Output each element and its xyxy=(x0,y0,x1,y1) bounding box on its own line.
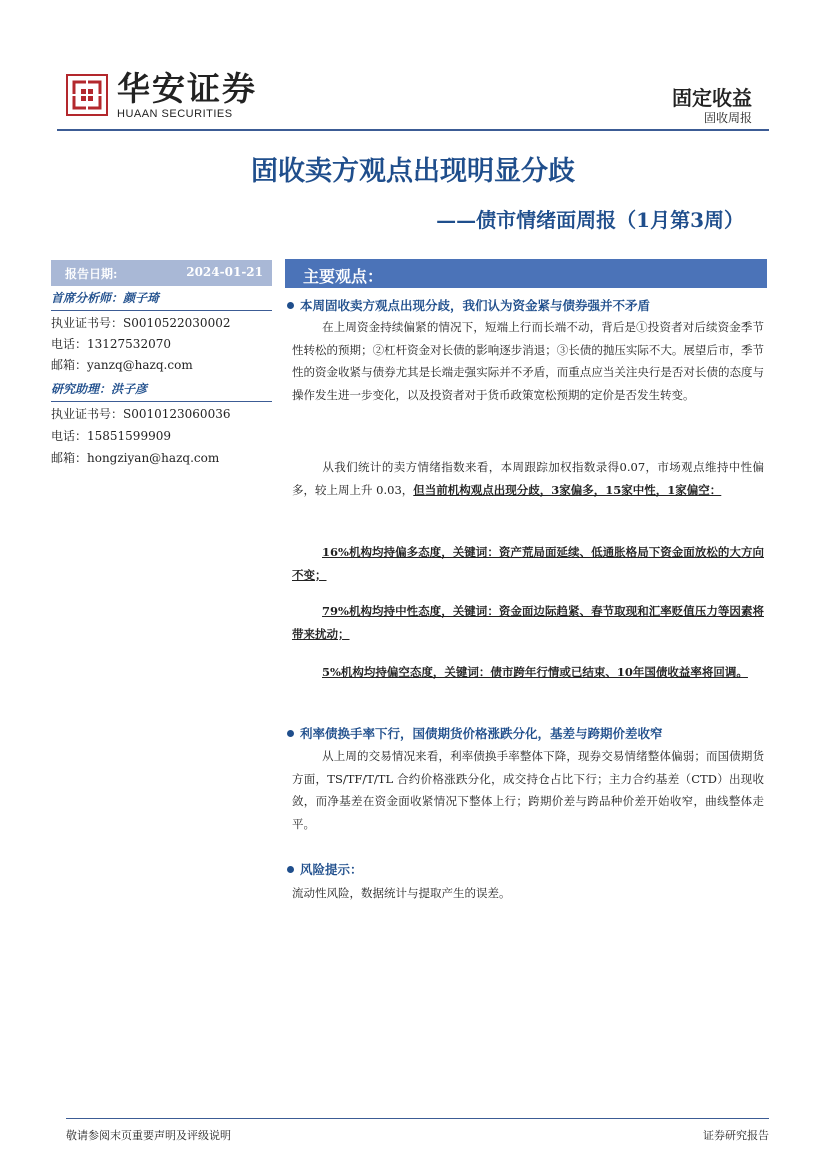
paragraph: 从上周的交易情况来看，利率债换手率整体下降，现券交易情绪整体偏弱；而国债期货方面，TS/TF/T/TL 合约价格涨跌分化，成交持仓占比下行；主力合约基差（CTD）出现收敛，而净基差在资金面收紧情况下整体上行；跨期价差与跨品种价差开始收窄，曲线整体走平。 xyxy=(292,749,764,831)
bullet-dot-icon xyxy=(287,730,294,737)
logo-mark xyxy=(66,74,108,116)
report-subcategory: 固收周报 xyxy=(703,111,752,125)
bullet-heading-3: 风险提示： xyxy=(287,860,363,878)
sidebar-divider xyxy=(51,310,272,311)
section-title: 主要观点： xyxy=(303,267,384,286)
paragraph: 从我们统计的卖方情绪指数来看，本周跟踪加权指数录得0.07，市场观点维持中性偏多，较上周上升 0.03，但当前机构观点出现分歧，3家偏多，15家中性，1家偏空： xyxy=(292,460,764,497)
key-finding: 但当前机构观点出现分歧，3家偏多，15家中性，1家偏空： xyxy=(413,482,722,497)
assistant-phone: 电话：15851599909 xyxy=(51,429,171,443)
paragraph: 5%机构均持偏空态度，关键词：债市跨年行情或已结束、10年国债收益率将回调。 xyxy=(322,665,748,679)
analyst-email[interactable]: 邮箱：yanzq@hazq.com xyxy=(51,358,193,372)
paragraph: 79%机构均持中性态度，关键词：资金面边际趋紧、春节取现和汇率贬值压力等因素将带来扰动； xyxy=(292,604,764,641)
assistant-email[interactable]: 邮箱：hongziyan@hazq.com xyxy=(51,451,220,465)
logo-text-cn: 华安证券 xyxy=(117,69,257,108)
footer-report-type: 证券研究报告 xyxy=(703,1129,769,1142)
section-header-bar xyxy=(285,259,767,288)
assistant-role: 研究助理：洪子彦 xyxy=(51,382,148,396)
report-date-bar xyxy=(51,260,272,286)
report-date-label: 报告日期: xyxy=(65,267,118,281)
header-divider xyxy=(57,129,769,131)
analyst-phone: 电话：13127532070 xyxy=(51,337,171,351)
logo-text-en: HUAAN SECURITIES xyxy=(117,108,233,120)
bullet-heading-1: 本周固收卖方观点出现分歧，我们认为资金紧与债券强并不矛盾 xyxy=(287,296,650,314)
report-category: 固定收益 xyxy=(672,86,752,110)
paragraph: 16%机构均持偏多态度，关键词：资产荒局面延续、低通胀格局下资金面放松的大方向不变； xyxy=(292,545,764,582)
page-title: 固收卖方观点出现明显分歧 xyxy=(251,156,575,187)
sidebar-divider xyxy=(51,401,272,402)
paragraph: 流动性风险，数据统计与提取产生的误差。 xyxy=(292,886,511,900)
paragraph: 在上周资金持续偏紧的情况下，短端上行而长端不动，背后是①投资者对后续资金季节性转松的预期；②杠杆资金对长债的影响逐步消退；③长债的抛压实际不大。展望后市，季节性的资金收紧与债券尤其是长端走强实际并不矛盾，而重点应当关注央行是否对长债的态度与操作发生进一步变化，以及投资者对于货币政策宽松预期的定价是否发生转变。 xyxy=(292,320,764,402)
bullet-dot-icon xyxy=(287,866,294,873)
assistant-cert: 执业证书号：S0010123060036 xyxy=(51,407,231,421)
page-subtitle: ——债市情绪面周报（1月第3周） xyxy=(436,208,744,232)
analyst-cert: 执业证书号：S0010522030002 xyxy=(51,316,231,330)
bullet-dot-icon xyxy=(287,302,294,309)
report-date-value: 2024-01-21 xyxy=(186,265,263,279)
footer-divider xyxy=(66,1118,769,1119)
analyst-role: 首席分析师：颜子琦 xyxy=(51,291,160,305)
bullet-heading-2: 利率债换手率下行，国债期货价格涨跌分化，基差与跨期价差收窄 xyxy=(287,724,663,742)
footer-disclaimer[interactable]: 敬请参阅末页重要声明及评级说明 xyxy=(66,1129,231,1142)
